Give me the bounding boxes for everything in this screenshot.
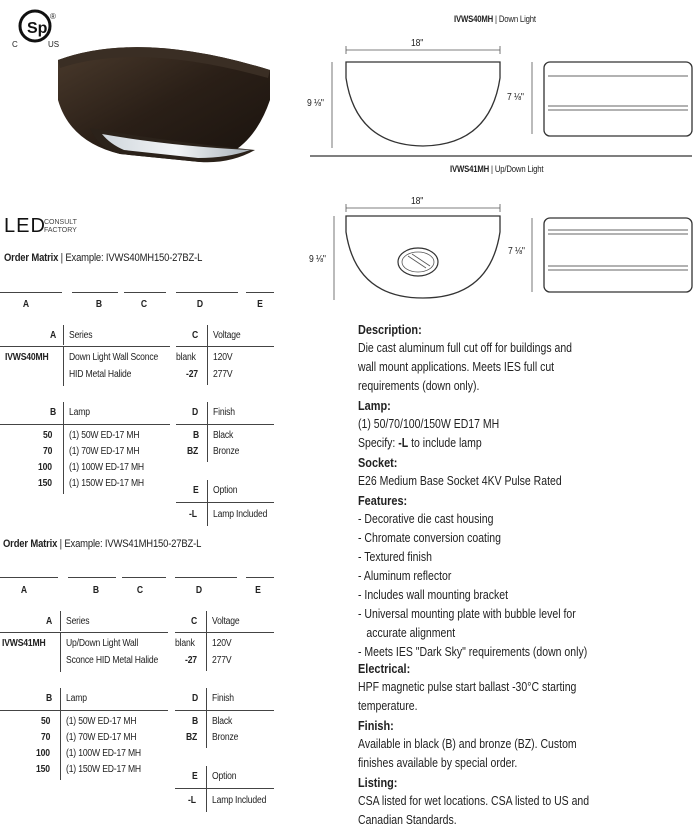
matrix2-b-divider	[60, 688, 61, 780]
feature-item: - Meets IES "Dark Sky" requirements (down only)	[358, 645, 588, 659]
finish-line-1: Available in black (B) and bronze (BZ). Custom	[358, 737, 577, 751]
order-matrix-2-label	[3, 538, 201, 550]
matrix1-a-title: Series	[69, 330, 93, 341]
matrix2-col-b-line	[68, 577, 116, 578]
matrix2-e-val: Lamp Included	[212, 795, 267, 806]
matrix2-b-title: Lamp	[66, 693, 87, 704]
matrix2-col-a-line	[0, 577, 58, 578]
matrix2-c-letter: C	[191, 616, 198, 627]
matrix2-a-body-divider	[60, 632, 61, 672]
electrical-line-2: temperature.	[358, 699, 418, 713]
matrix1-d-code1: B	[193, 430, 200, 441]
matrix2-lamp-code-100: 100	[36, 748, 50, 759]
electrical-heading: Electrical:	[358, 661, 411, 676]
feature-item: - Chromate conversion coating	[358, 531, 501, 545]
diagram1-title-type: | Down Light	[493, 14, 536, 24]
matrix2-lamp-code-50: 50	[41, 716, 51, 727]
product-photo	[50, 30, 290, 170]
matrix1-a-desc1: Down Light Wall Sconce	[69, 352, 159, 363]
order-matrix-2-label-bold: Order Matrix	[3, 538, 58, 550]
matrix2-lamp-code-150: 150	[36, 764, 50, 775]
matrix1-col-d-line	[176, 292, 238, 293]
matrix2-d-code1: B	[192, 716, 199, 727]
lamp-include-text: to include lamp	[408, 436, 482, 450]
matrix1-e-code: -L	[189, 509, 197, 520]
lamp-heading: Lamp:	[358, 398, 391, 413]
csa-c-label: C	[12, 40, 18, 49]
matrix1-d-title: Finish	[213, 407, 235, 418]
matrix1-lamp-desc-70: (1) 70W ED-17 MH	[69, 446, 140, 457]
feature-item: - Decorative die cast housing	[358, 512, 494, 526]
matrix1-col-d: D	[196, 299, 204, 310]
matrix1-d-divider	[207, 402, 208, 462]
matrix2-e-letter: E	[192, 771, 198, 782]
matrix1-d-val2: Bronze	[213, 446, 240, 457]
matrix1-col-b-line	[72, 292, 118, 293]
matrix1-d-code2: BZ	[187, 446, 199, 457]
feature-item: - Aluminum reflector	[358, 569, 452, 583]
matrix1-c-rule	[176, 346, 274, 347]
matrix1-c-code2: -27	[186, 369, 198, 380]
feature-item: accurate alignment	[366, 626, 456, 640]
feature-item: - Includes wall mounting bracket	[358, 588, 508, 602]
matrix2-d-val2: Bronze	[212, 732, 239, 743]
matrix1-d-val1: Black	[213, 430, 234, 441]
matrix2-d-code2: BZ	[186, 732, 198, 743]
logo-factory-text: FACTORY	[44, 227, 77, 234]
diagram2-title	[450, 164, 543, 174]
matrix2-d-rule	[175, 710, 274, 711]
matrix2-c-code2: -27	[185, 655, 197, 666]
matrix1-a-body-divider	[63, 346, 64, 386]
matrix2-c-val2: 277V	[212, 655, 232, 666]
logo-consult-text: CONSULT	[44, 219, 77, 226]
matrix1-col-c: C	[140, 299, 148, 310]
matrix2-col-d: D	[195, 585, 203, 596]
description-line-1: Die cast aluminum full cut off for buildings and	[358, 341, 573, 355]
matrix2-lamp-desc-70: (1) 70W ED-17 MH	[66, 732, 137, 743]
matrix2-a-code: IVWS41MH	[2, 638, 46, 649]
matrix1-lamp-desc-100: (1) 100W ED-17 MH	[69, 462, 144, 473]
matrix2-c-divider	[206, 611, 207, 671]
diagram2-title-type: | Up/Down Light	[489, 164, 544, 174]
matrix1-c-code1: blank	[176, 352, 196, 363]
matrix1-lamp-desc-50: (1) 50W ED-17 MH	[69, 430, 140, 441]
diagram1-title-model: IVWS40MH	[454, 14, 494, 24]
matrix2-d-letter: D	[192, 693, 199, 704]
matrix1-c-divider	[207, 325, 208, 385]
matrix2-a-desc2: Sconce HID Metal Halide	[66, 655, 159, 666]
matrix1-d-letter: D	[192, 407, 199, 418]
matrix2-lamp-code-70: 70	[41, 732, 51, 743]
order-matrix-1-label	[4, 252, 202, 264]
feature-item: - Universal mounting plate with bubble level for	[358, 607, 576, 621]
matrix1-c-val1: 120V	[213, 352, 233, 363]
description-heading: Description:	[358, 322, 422, 337]
matrix1-lamp-code-150: 150	[38, 478, 52, 489]
matrix1-col-a-line	[0, 292, 62, 293]
matrix1-b-divider	[63, 402, 64, 494]
lamp-code-l: -L	[398, 436, 409, 450]
matrix1-b-letter: B	[50, 407, 57, 418]
diagram1-width-label: 18"	[411, 38, 424, 49]
matrix2-a-title: Series	[66, 616, 90, 627]
matrix1-lamp-code-70: 70	[43, 446, 53, 457]
listing-line-2: Canadian Standards.	[358, 813, 457, 827]
csa-us-label: US	[48, 40, 60, 49]
diagram2-width-label: 18"	[411, 196, 424, 207]
matrix2-lamp-desc-150: (1) 150W ED-17 MH	[66, 764, 141, 775]
socket-line-1: E26 Medium Base Socket 4KV Pulse Rated	[358, 474, 562, 488]
matrix2-c-val1: 120V	[212, 638, 232, 649]
matrix2-c-title: Voltage	[212, 616, 240, 627]
matrix2-a-letter: A	[46, 616, 53, 627]
listing-line-1: CSA listed for wet locations. CSA listed to US and	[358, 794, 590, 808]
matrix1-a-divider	[63, 325, 64, 345]
description-line-3: requirements (down only).	[358, 379, 480, 393]
matrix1-a-letter: A	[50, 330, 57, 341]
led-consult-factory-logo	[4, 215, 94, 241]
matrix2-c-code1: blank	[175, 638, 195, 649]
order-matrix-1-label-bold: Order Matrix	[4, 252, 59, 264]
order-matrix-2-example: | Example: IVWS41MH150-27BZ-L	[57, 538, 202, 550]
matrix1-a-rule	[0, 346, 170, 347]
matrix2-lamp-desc-100: (1) 100W ED-17 MH	[66, 748, 141, 759]
matrix2-d-divider	[206, 688, 207, 748]
finish-heading: Finish:	[358, 718, 394, 733]
matrix1-col-c-line	[124, 292, 166, 293]
matrix1-e-val: Lamp Included	[213, 509, 268, 520]
matrix1-col-e: E	[257, 299, 263, 310]
matrix2-col-e: E	[255, 585, 261, 596]
feature-item: - Textured finish	[358, 550, 432, 564]
matrix2-a-desc1: Up/Down Light Wall	[66, 638, 139, 649]
matrix1-b-rule	[0, 424, 170, 425]
electrical-line-1: HPF magnetic pulse start ballast -30°C starting	[358, 680, 577, 694]
matrix1-d-rule	[176, 424, 274, 425]
diagram1-height-left: 9 ⅛"	[307, 98, 324, 109]
matrix1-lamp-code-100: 100	[38, 462, 52, 473]
diagram1-title	[454, 14, 536, 24]
svg-text:Sp: Sp	[27, 20, 48, 37]
diagram1-drawing	[300, 30, 698, 165]
matrix2-col-d-line	[175, 577, 237, 578]
matrix1-a-desc2: HID Metal Halide	[69, 369, 132, 380]
matrix2-col-b: B	[92, 585, 100, 596]
matrix2-e-divider	[206, 766, 207, 812]
matrix1-c-val2: 277V	[213, 369, 233, 380]
matrix1-e-letter: E	[193, 485, 199, 496]
matrix2-lamp-desc-50: (1) 50W ED-17 MH	[66, 716, 137, 727]
matrix1-e-divider	[207, 480, 208, 526]
matrix2-col-c-line	[122, 577, 166, 578]
matrix2-col-a: A	[20, 585, 28, 596]
lamp-specify-text: Specify:	[358, 436, 399, 450]
diagram2-height-right: 7 ⅛"	[508, 246, 525, 257]
matrix1-a-code: IVWS40MH	[5, 352, 49, 363]
matrix1-lamp-desc-150: (1) 150W ED-17 MH	[69, 478, 144, 489]
description-line-2: wall mount applications. Meets IES full cut	[358, 360, 555, 374]
socket-heading: Socket:	[358, 455, 398, 470]
lamp-line-1: (1) 50/70/100/150W ED17 MH	[358, 417, 500, 431]
csa-registered-mark: ®	[50, 12, 56, 21]
matrix1-lamp-code-50: 50	[43, 430, 53, 441]
matrix1-col-a: A	[22, 299, 30, 310]
diagram2-height-left: 9 ⅛"	[309, 254, 326, 265]
finish-line-2: finishes available by special order.	[358, 756, 518, 770]
matrix1-e-title: Option	[213, 485, 238, 496]
matrix1-c-letter: C	[192, 330, 199, 341]
matrix2-d-val1: Black	[212, 716, 233, 727]
matrix2-e-title: Option	[212, 771, 237, 782]
matrix2-b-rule	[0, 710, 168, 711]
features-heading: Features:	[358, 493, 408, 508]
matrix2-a-rule	[0, 632, 168, 633]
matrix1-col-e-line	[246, 292, 274, 293]
diagram2-drawing	[300, 190, 698, 305]
matrix2-e-code: -L	[188, 795, 196, 806]
matrix1-e-rule	[176, 502, 274, 503]
matrix2-e-rule	[175, 788, 274, 789]
lamp-line-2	[358, 434, 677, 453]
order-matrix-1-example: | Example: IVWS40MH150-27BZ-L	[58, 252, 203, 264]
specifications	[358, 320, 677, 830]
diagram2-title-model: IVWS41MH	[450, 164, 490, 174]
matrix2-a-divider	[60, 611, 61, 631]
matrix2-col-c: C	[136, 585, 144, 596]
matrix1-col-b: B	[95, 299, 103, 310]
logo-led-text: LED	[4, 215, 46, 237]
diagram1-height-right: 7 ⅛"	[507, 92, 524, 103]
matrix2-c-rule	[175, 632, 274, 633]
matrix1-c-title: Voltage	[213, 330, 241, 341]
matrix1-b-title: Lamp	[69, 407, 90, 418]
listing-heading: Listing:	[358, 775, 398, 790]
matrix2-col-e-line	[246, 577, 274, 578]
matrix2-d-title: Finish	[212, 693, 234, 704]
matrix2-b-letter: B	[46, 693, 53, 704]
